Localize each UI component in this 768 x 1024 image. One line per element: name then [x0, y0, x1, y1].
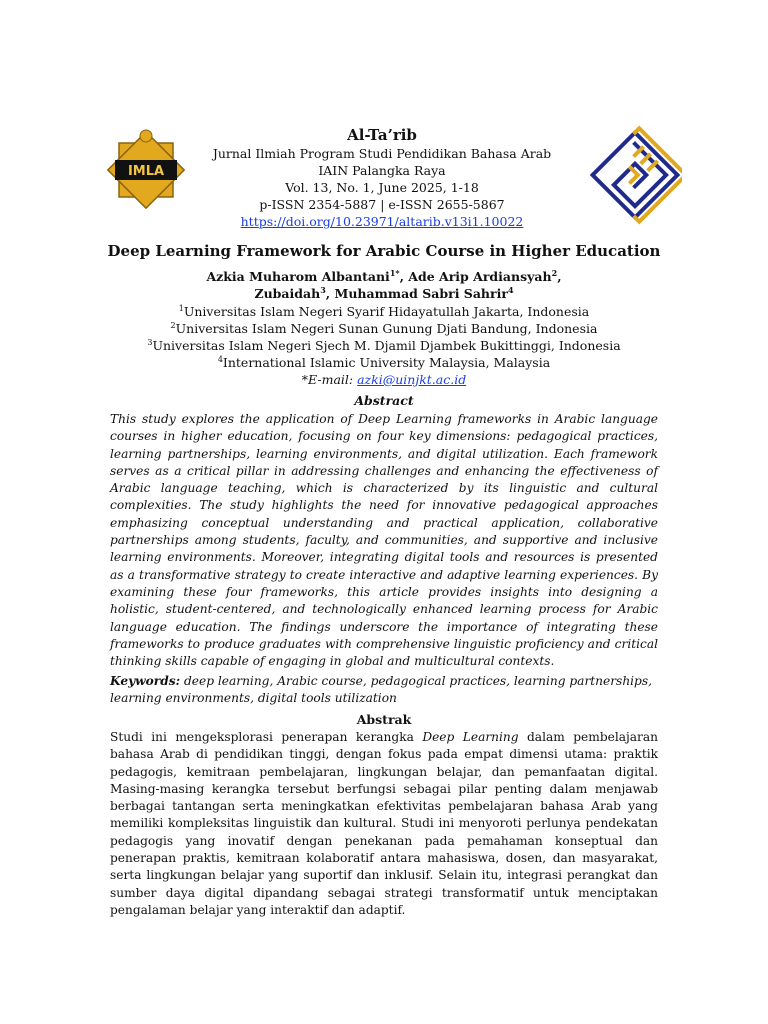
corresponding-email: *E-mail: azki@uinjkt.ac.id: [301, 372, 467, 387]
author-name: Azkia Muharom Albantani: [206, 269, 390, 284]
journal-volume: Vol. 13, No. 1, June 2025, 1-18: [285, 180, 479, 195]
journal-issn: p-ISSN 2354-5887 | e-ISSN 2655-5867: [259, 197, 505, 212]
affiliation-item: $^4$International Islamic University Malaysia, Malaysia: [217, 354, 551, 370]
keywords-text: deep learning, Arabic course, pedagogical practices, learning partnerships, learning environments, digital tools utilization: [110, 674, 652, 706]
author-mark: 1*: [389, 267, 400, 278]
affiliation-item: $^1$Universitas Islam Negeri Syarif Hidayatullah Jakarta, Indonesia: [178, 303, 590, 319]
keywords: [110, 673, 658, 708]
journal-info: [192, 126, 572, 230]
journal-header: [100, 122, 668, 232]
abstrak-body: Studi ini mengeksplorasi penerapan kerangka Deep Learning dalam pembelajaran bahasa Arab di pendidikan tinggi, dengan fokus pada empat dimensi utama: praktik pedagogis, kemitraan pembelajaran, lingkungan belajar, dan pemanfaatan digital. Masing-masing kerangka tersebut berfungsi sebagai pilar penting dalam menjawab berbagai tantangan serta meningkatkan efektivitas pembelajaran bahasa Arab yang memiliki kompleksitas linguistik dan kultural. Studi ini menyoroti perlunya pendekatan pedagogis yang inovatif dengan penekanan pada pemahaman konseptual dan penerapan praktis, kemitraan kolaboratif antara mahasiswa, dosen, dan masyarakat, serta lingkungan belajar yang suportif dan inklusif. Selain itu, integrasi perangkat dan sumber daya digital dipandang sebagai strategi transformatif untuk menciptakan pengalaman belajar yang interaktif dan adaptif.: [110, 730, 658, 917]
journal-name: Al-Ta’rib: [347, 126, 417, 144]
abstract-body: This study explores the application of Deep Learning frameworks in Arabic language courses in higher education, focusing on four key dimensions: pedagogical practices, learning partnerships, learning environments, and digital utilization. Each framework serves as a critical pillar in addressing challenges and enhancing the effectiveness of Arabic language teaching, which is characterized by its linguistic and cultural complexities. The study highlights the need for innovative pedagogical approaches emphasizing conceptual understanding and practical application, collaborative partnerships among students, faculty, and communities, and supportive and inclusive learning environments. Moreover, integrating digital tools and resources is presented as a transformative strategy to create interactive and adaptive learning experiences. By examining these four frameworks, this article provides insights into designing a holistic, student-centered, and technologically enhanced learning process for Arabic language education. The findings underscore the importance of integrating these frameworks to produce graduates with comprehensive linguistic proficiency and critical thinking skills capable of engaging in global and multicultural contexts.: [110, 412, 658, 669]
affiliation-list: [60, 303, 708, 388]
al-tarib-logo: [588, 124, 682, 226]
author-mark: 3: [320, 284, 326, 295]
affiliation-item: $^2$Universitas Islam Negeri Sunan Gunung Djati Bandung, Indonesia: [170, 320, 598, 336]
author-name: Muhammad Sabri Sahrir: [334, 286, 508, 301]
email-link[interactable]: azki@uinjkt.ac.id: [357, 372, 467, 387]
doi-link[interactable]: https://doi.org/10.23971/altarib.v13i1.10022: [240, 214, 524, 229]
author-name: Ade Arip Ardiansyah: [408, 269, 552, 284]
keywords-label: Keywords:: [110, 674, 181, 688]
abstrak-heading: Abstrak: [356, 712, 412, 727]
author-mark: 4: [507, 284, 514, 295]
abstract-heading: Abstract: [354, 393, 414, 408]
author-name: Zubaidah: [254, 286, 321, 301]
article-title: Deep Learning Framework for Arabic Course in Higher Education: [107, 242, 661, 260]
journal-subtitle: Jurnal Ilmiah Program Studi Pendidikan Bahasa Arab: [212, 146, 552, 161]
imla-logo: [104, 124, 188, 216]
svg-text:IMLA: IMLA: [127, 164, 165, 179]
affiliation-item: $^3$Universitas Islam Negeri Sjech M. Djamil Djambek Bukittinggi, Indonesia: [147, 337, 621, 353]
journal-institution: IAIN Palangka Raya: [318, 163, 446, 178]
author-mark: 2: [551, 267, 558, 278]
author-list: Azkia Muharom Albantani$^{1*}$, Ade Arip Ardiansyah$^2$, Zubaidah$^3$, Muhammad Sabri Sahrir$^4$: [206, 267, 562, 301]
